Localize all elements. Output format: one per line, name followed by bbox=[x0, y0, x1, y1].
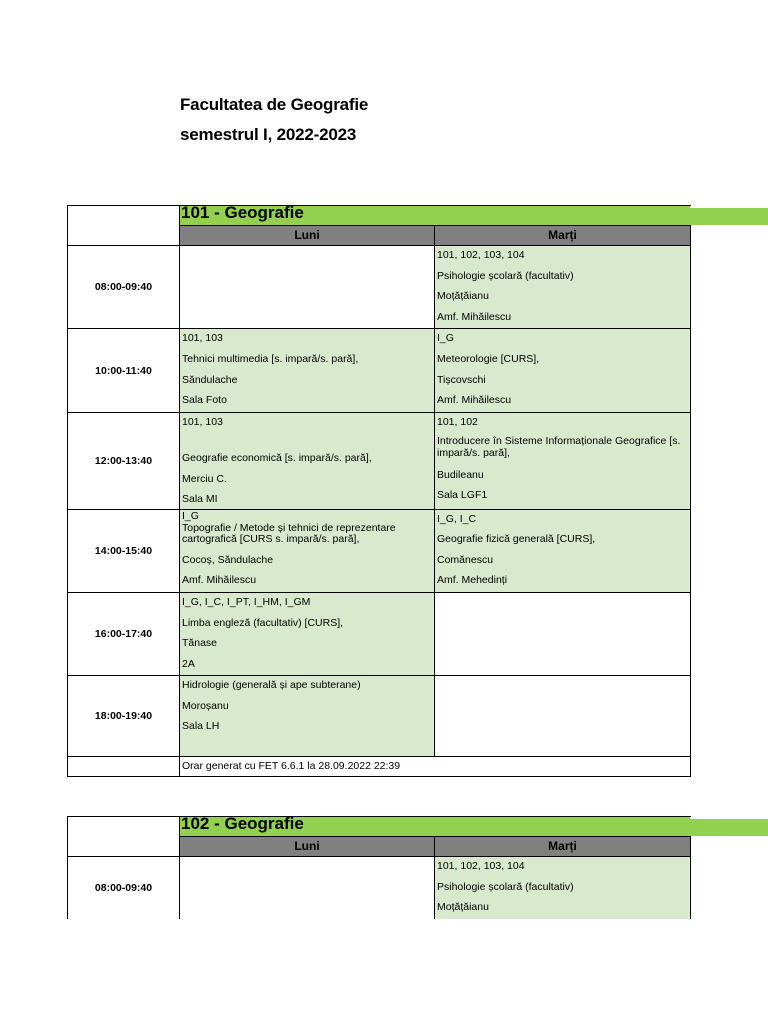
cell-groups: I_G, I_C bbox=[437, 512, 477, 525]
schedule-cell bbox=[180, 329, 435, 412]
cell-teacher: Comănescu bbox=[437, 553, 494, 566]
time-slot: 10:00-11:40 bbox=[68, 329, 180, 412]
cell-groups: 101, 103 bbox=[182, 332, 223, 345]
cell-teacher: Merciu C. bbox=[182, 472, 227, 485]
table-row bbox=[68, 329, 691, 412]
group-title: 101 - Geografie bbox=[181, 203, 304, 222]
schedule-cell bbox=[435, 509, 691, 592]
time-slot: 08:00-09:40 bbox=[68, 857, 180, 919]
table-row bbox=[68, 592, 691, 675]
cell-groups: I_G bbox=[437, 332, 454, 345]
cell-groups: 101, 102 bbox=[437, 415, 478, 428]
cell-blank bbox=[180, 433, 434, 449]
schedule-cell-empty bbox=[180, 857, 435, 919]
cell-teacher: Tișcovschi bbox=[437, 373, 486, 386]
cell-teacher: Săndulache bbox=[182, 373, 238, 386]
day-header-marti: Marți bbox=[435, 226, 691, 246]
table-row bbox=[68, 509, 691, 592]
table-row bbox=[68, 412, 691, 509]
cell-teacher: Moțățăianu bbox=[437, 290, 489, 303]
generated-note bbox=[180, 757, 691, 777]
table-footer-row bbox=[68, 757, 691, 777]
schedule-cell bbox=[180, 592, 435, 675]
schedule-cell bbox=[435, 329, 691, 412]
schedule-cell bbox=[435, 412, 691, 509]
cell-teacher: Moroșanu bbox=[182, 699, 229, 712]
schedule-cell bbox=[180, 509, 435, 592]
cell-teacher: Budileanu bbox=[437, 469, 484, 482]
cell-teacher: Tănase bbox=[182, 637, 218, 650]
cell-course: Psihologie școlară (facultativ) bbox=[437, 880, 574, 893]
cell-course: Introducere în Sisteme Informaționale Geografice [s. impară/s. pară], bbox=[437, 435, 681, 460]
cell-groups: I_G bbox=[182, 509, 199, 522]
schedule-table-102 bbox=[67, 816, 691, 919]
cell-groups: 101, 102, 103, 104 bbox=[437, 860, 525, 872]
time-slot: 18:00-19:40 bbox=[68, 676, 180, 757]
cell-groups: 101, 103 bbox=[182, 415, 223, 428]
generated-note-text: Orar generat cu FET 6.6.1 la 28.09.2022 22:39 bbox=[182, 760, 401, 773]
schedule-cell-empty bbox=[435, 676, 691, 757]
cell-course: Topografie / Metode și tehnici de reprezentare cartografică [CURS s. impară/s. pară], bbox=[182, 521, 396, 545]
corner-cell bbox=[68, 206, 180, 246]
schedule-table-101 bbox=[67, 205, 691, 777]
cell-course: Geografie fizică generală [CURS], bbox=[437, 533, 596, 546]
cell-course: Limba engleză (facultativ) [CURS], bbox=[182, 616, 344, 629]
cell-room: Sala Foto bbox=[182, 394, 227, 407]
cell-groups: 101, 102, 103, 104 bbox=[437, 249, 525, 261]
schedule-cell-empty bbox=[180, 246, 435, 329]
semester-title: semestrul I, 2022-2023 bbox=[180, 125, 357, 144]
cell-room: Amf. Mihăilescu bbox=[437, 310, 512, 323]
corner-cell bbox=[68, 817, 180, 857]
cell-room: Sala MI bbox=[182, 492, 218, 505]
cell-teacher: Cocoș, Săndulache bbox=[182, 553, 274, 566]
schedule-cell bbox=[180, 676, 435, 757]
schedule-cell bbox=[435, 246, 691, 329]
cell-room: Sala LGF1 bbox=[437, 488, 488, 501]
cell-room: Amf. Mihăilescu bbox=[182, 574, 257, 587]
cell-room: Amf. Mihăilescu bbox=[437, 394, 512, 407]
cell-course: Geografie economică [s. impară/s. pară], bbox=[182, 452, 372, 465]
cell-groups: I_G, I_C, I_PT, I_HM, I_GM bbox=[182, 595, 311, 608]
cell-room: 2A bbox=[182, 657, 195, 670]
day-header-luni: Luni bbox=[180, 226, 435, 246]
schedule-cell-empty bbox=[435, 592, 691, 675]
table-row bbox=[68, 246, 691, 329]
time-slot: 08:00-09:40 bbox=[68, 246, 180, 329]
schedule-cell bbox=[435, 857, 691, 919]
cell-course: Tehnici multimedia [s. impară/s. pară], bbox=[182, 352, 359, 365]
group-title: 102 - Geografie bbox=[181, 814, 304, 833]
table-row bbox=[68, 857, 691, 919]
cell-room: Amf. Mehedinți bbox=[437, 574, 508, 587]
schedule-cell bbox=[180, 412, 435, 509]
time-slot: 12:00-13:40 bbox=[68, 412, 180, 509]
cell-course: Meteorologie [CURS], bbox=[437, 352, 540, 365]
day-header-marti: Marți bbox=[435, 837, 691, 857]
table-row bbox=[68, 676, 691, 757]
cell-room: Sala LH bbox=[182, 720, 220, 733]
cell-teacher: Moțățăianu bbox=[437, 901, 489, 914]
time-slot: 16:00-17:40 bbox=[68, 592, 180, 675]
cell-course: Hidrologie (generală și ape subterane) bbox=[182, 679, 361, 692]
day-header-luni: Luni bbox=[180, 837, 435, 857]
faculty-title: Facultatea de Geografie bbox=[180, 95, 369, 114]
time-slot: 14:00-15:40 bbox=[68, 509, 180, 592]
cell-course: Psihologie școlară (facultativ) bbox=[437, 269, 574, 282]
